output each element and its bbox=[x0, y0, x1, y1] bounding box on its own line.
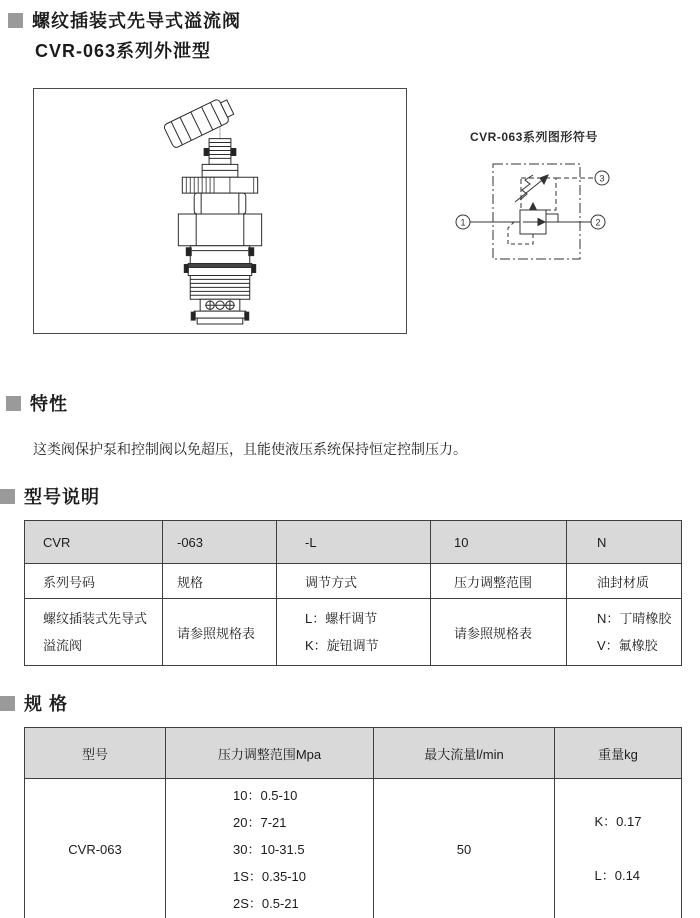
page-subtitle: CVR-063系列外泄型 bbox=[35, 41, 212, 61]
symbol-caption: CVR-063系列图形符号 bbox=[470, 130, 598, 144]
table-row bbox=[25, 599, 682, 666]
table-cell bbox=[567, 599, 682, 666]
table-cell: 系列号码 bbox=[25, 564, 163, 599]
section-bullet-icon bbox=[6, 396, 21, 411]
table-row bbox=[25, 779, 682, 918]
cell-line: L：0.14 bbox=[594, 868, 641, 883]
cell-line: K：0.17 bbox=[594, 814, 642, 829]
table-cell bbox=[25, 599, 163, 666]
features-body: 这类阀保护泵和控制阀以免超压，且能使液压系统保持恒定控制压力。 bbox=[33, 441, 467, 457]
hydraulic-symbol bbox=[450, 145, 680, 295]
section-bullet-icon bbox=[0, 696, 15, 711]
table-row bbox=[25, 564, 682, 599]
table-cell: 请参照规格表 bbox=[431, 599, 567, 666]
model-heading-text: 型号说明 bbox=[24, 487, 100, 507]
title-block bbox=[8, 7, 241, 63]
table-row bbox=[25, 728, 682, 779]
table-cell: 油封材质 bbox=[567, 564, 682, 599]
table-cell: 压力调整范围Mpa bbox=[166, 728, 374, 779]
cell-line: 1S：0.35-10 bbox=[233, 868, 306, 884]
table-row bbox=[25, 521, 682, 564]
features-heading bbox=[6, 390, 68, 416]
table-cell bbox=[166, 779, 374, 918]
section-bullet-icon bbox=[0, 489, 15, 504]
valve-drawing-frame bbox=[33, 88, 407, 334]
table-cell: 型号 bbox=[25, 728, 166, 779]
table-cell: 压力调整范围 bbox=[431, 564, 567, 599]
table-cell: 重量kg bbox=[555, 728, 682, 779]
model-code-table bbox=[24, 520, 682, 666]
cell-line: 10：0.5-10 bbox=[233, 787, 298, 803]
valve-drawing bbox=[34, 89, 404, 331]
table-cell bbox=[555, 779, 682, 918]
adjust-arrow-icon bbox=[540, 175, 548, 184]
table-cell: 10 bbox=[431, 521, 567, 564]
table-cell bbox=[277, 599, 431, 666]
spec-heading bbox=[0, 690, 68, 716]
table-cell: CVR bbox=[25, 521, 163, 564]
table-cell: 调节方式 bbox=[277, 564, 431, 599]
port-2-label: 2 bbox=[595, 217, 601, 228]
cell-line: 20：7-21 bbox=[233, 814, 287, 830]
table-cell: -L bbox=[277, 521, 431, 564]
table-cell: CVR-063 bbox=[25, 779, 166, 918]
cell-line: K：旋钮调节 bbox=[305, 638, 379, 653]
section-bullet-icon bbox=[8, 13, 23, 28]
table-cell: 请参照规格表 bbox=[163, 599, 277, 666]
model-heading bbox=[0, 483, 100, 509]
port-3-label: 3 bbox=[599, 173, 605, 184]
cell-line: 2S：0.5-21 bbox=[233, 895, 299, 911]
page-title: 螺纹插装式先导式溢流阀 bbox=[32, 11, 241, 31]
spec-table bbox=[24, 727, 682, 918]
cell-line: 螺纹插装式先导式 bbox=[43, 611, 148, 626]
port-1-label: 1 bbox=[460, 217, 466, 228]
features-heading-text: 特性 bbox=[30, 394, 68, 414]
spec-heading-text: 规 格 bbox=[24, 694, 69, 714]
cell-line: L：螺杆调节 bbox=[305, 611, 378, 626]
table-cell: 规格 bbox=[163, 564, 277, 599]
table-cell: 最大流量l/min bbox=[374, 728, 555, 779]
table-cell: N bbox=[567, 521, 682, 564]
table-cell: 50 bbox=[374, 779, 555, 918]
cell-line: N：丁晴橡胶 bbox=[597, 611, 672, 626]
cell-line: 30：10-31.5 bbox=[233, 841, 305, 857]
table-cell: -063 bbox=[163, 521, 277, 564]
cell-line: V：氟橡胶 bbox=[597, 638, 658, 653]
cell-line: 溢流阀 bbox=[43, 638, 83, 653]
